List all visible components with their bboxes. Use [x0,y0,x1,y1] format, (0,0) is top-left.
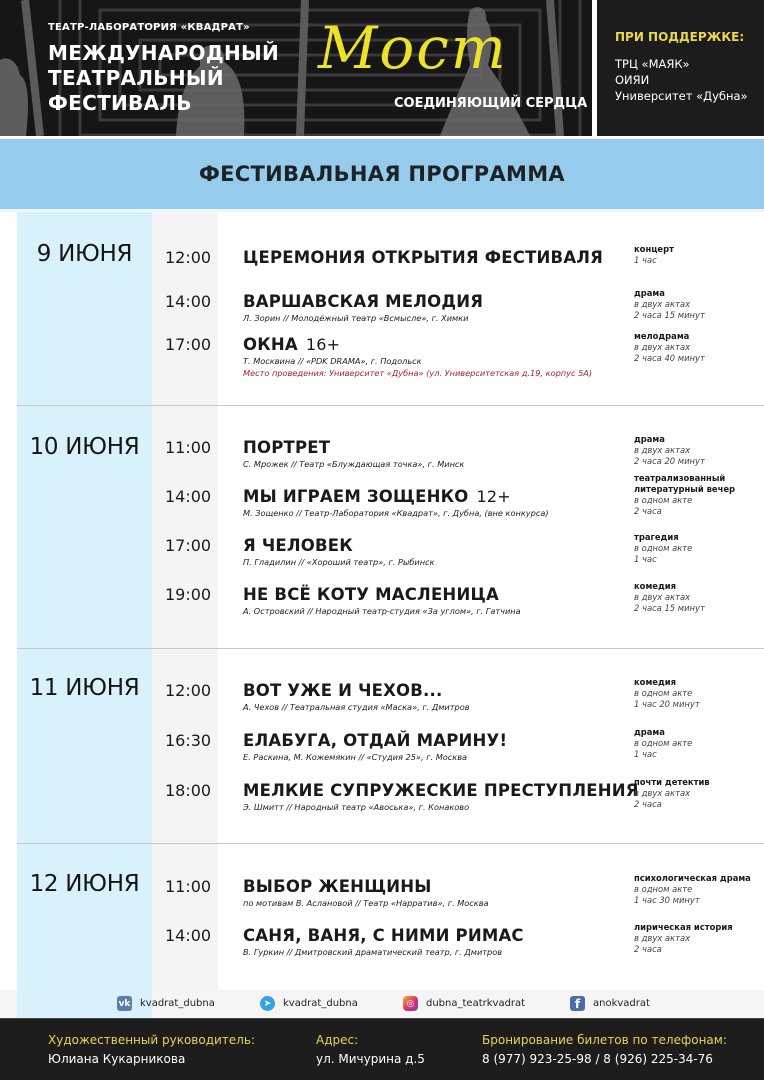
day-date: 12 ИЮНЯ [29,871,140,897]
sponsor-item: Университет «Дубна» [615,89,748,103]
event-title-text: ОКНА [243,335,298,354]
event-acts: в одном акте [634,543,693,553]
event-duration: 1 час [634,255,657,265]
event-meta [634,473,764,517]
event-duration: 2 часа [634,944,662,954]
festival-title-line: ТЕАТРАЛЬНЫЙ [48,66,224,90]
event-meta [634,777,764,810]
social-link-telegram[interactable] [260,996,358,1011]
event-time: 17:00 [165,536,212,555]
age-rating: 12+ [476,487,511,506]
day-date: 9 ИЮНЯ [36,241,133,267]
event-title-text: Я ЧЕЛОВЕК [243,536,353,555]
address-label: Адрес: [316,1033,359,1047]
event-title [243,731,507,750]
event-title-text: МЫ ИГРАЕМ ЗОЩЕНКО [243,487,469,506]
event-acts: в двух актах [634,592,691,602]
event-meta [634,727,764,760]
event-genre: почти детектив [634,777,710,787]
artistic-director-block [48,1033,255,1066]
event-credit: Т. Москвина // «PDK DRAMA», г. Подольск [243,356,422,366]
booking-block [482,1033,727,1066]
event-acts: в одном акте [634,688,693,698]
event-title-text: ЦЕРЕМОНИЯ ОТКРЫТИЯ ФЕСТИВАЛЯ [243,248,604,267]
festival-logo: Мост [318,14,508,82]
event-title [243,487,511,506]
event-time: 17:00 [165,335,212,354]
event-acts: в одном акте [634,495,693,505]
event-genre: комедия [634,581,676,591]
event-genre: концерт [634,244,674,254]
event-genre: драма [634,727,665,737]
address-value: ул. Мичурина д.5 [316,1052,425,1066]
event-genre: драма [634,434,665,444]
event-title [243,536,353,555]
event-time: 14:00 [165,487,212,506]
event-genre: трагедия [634,532,679,542]
event-title [243,292,483,311]
event-title-text: НЕ ВСЁ КОТУ МАСЛЕНИЦА [243,585,499,604]
event-genre: драма [634,288,665,298]
event-meta [634,434,764,467]
social-handle: kvadrat_dubna [283,998,358,1009]
sponsor-item: ОИЯИ [615,73,650,87]
header-artwork [0,0,592,136]
event-duration: 1 час [634,749,657,759]
day-divider [17,843,764,844]
social-link-vk[interactable] [117,996,215,1011]
social-links-bar [0,990,764,1018]
event-credit: Л. Зорин // Молодёжный театр «Всмысле», г. Химки [243,313,469,323]
festival-title-line: ФЕСТИВАЛЬ [48,91,192,115]
social-link-instagram[interactable] [403,996,525,1011]
social-handle: anokvadrat [593,998,650,1009]
event-credit: Э. Шмитт // Народный театр «Авоська», г. Конаково [243,802,470,812]
event-acts: в двух актах [634,788,691,798]
event-acts: в двух актах [634,342,691,352]
festival-tagline: СОЕДИНЯЮЩИЙ СЕРДЦА [394,96,588,111]
sponsor-item: ТРЦ «МАЯК» [615,57,690,71]
event-acts: в одном акте [634,884,693,894]
sponsors-title: ПРИ ПОДДЕРЖКЕ: [615,30,745,44]
event-venue: Место проведения: Университет «Дубна» (ул. Университетская д.19, корпус 5А) [243,368,593,378]
event-meta [634,581,764,614]
event-duration: 1 час 20 минут [634,699,700,709]
sponsors-panel [597,0,764,136]
event-time: 11:00 [165,877,212,896]
social-handle: dubna_teatrkvadrat [426,998,526,1009]
event-credit: по мотивам В. Аслановой // Театр «Нарратив», г. Москва [243,898,489,908]
day-divider [17,648,764,649]
event-time: 19:00 [165,585,212,604]
facebook-icon: f [570,996,585,1011]
event-duration: 2 часа 20 минут [634,456,705,466]
event-title-text: ВАРШАВСКАЯ МЕЛОДИЯ [243,292,484,311]
event-title [243,248,603,267]
event-duration: 2 часа 15 минут [634,310,705,320]
event-time: 14:00 [165,292,212,311]
social-handle: kvadrat_dubna [140,998,215,1009]
social-link-facebook[interactable] [570,996,650,1011]
event-title-text: ЕЛАБУГА, ОТДАЙ МАРИНУ! [243,731,508,750]
event-credit: А. Чехов // Театральная студия «Маска», г. Дмитров [243,702,470,712]
event-time: 12:00 [165,681,212,700]
event-time: 18:00 [165,781,212,800]
event-time: 12:00 [165,248,212,267]
event-genre: мелодрама [634,331,690,341]
event-credit: С. Мрожек // Театр «Блуждающая точка», г. Минск [243,459,465,469]
event-meta [634,922,764,955]
festival-title-line: МЕЖДУНАРОДНЫЙ [48,41,280,65]
event-credit: П. Гладилин // «Хороший театр», г. Рыбинск [243,557,435,567]
program-title: ФЕСТИВАЛЬНАЯ ПРОГРАММА [199,162,565,186]
event-time: 16:30 [165,731,212,750]
event-genre: психологическая драма [634,873,751,883]
event-title [243,681,442,700]
event-title [243,335,340,354]
program-banner [0,139,764,209]
event-meta [634,331,764,364]
event-meta [634,677,764,710]
day-divider [17,405,764,406]
day-date: 11 ИЮНЯ [29,675,140,701]
address-block [316,1033,425,1066]
booking-label: Бронирование билетов по телефонам: [482,1033,727,1047]
event-acts: в двух актах [634,933,691,943]
festival-header [0,0,764,138]
event-title-text: ВОТ УЖЕ И ЧЕХОВ... [243,681,443,700]
event-credit: Е. Раскина, М. Кожемякин // «Студия 25», г. Москва [243,752,468,762]
event-title-text: ВЫБОР ЖЕНЩИНЫ [243,877,432,896]
event-title [243,781,639,800]
booking-phones[interactable]: 8 (977) 923-25-98 / 8 (926) 225-34-76 [482,1052,713,1066]
event-genre: комедия [634,677,676,687]
event-duration: 2 часа [634,799,662,809]
schedule-table [0,212,764,990]
event-time: 14:00 [165,926,212,945]
director-name: Юлиана Кукарникова [48,1052,186,1066]
event-title-text: ПОРТРЕТ [243,438,331,457]
event-title-text: САНЯ, ВАНЯ, С НИМИ РИМАС [243,926,524,945]
event-duration: 1 час [634,554,657,564]
event-time: 11:00 [165,438,212,457]
event-credit: А. Островский // Народный театр-студия «За углом», г. Гатчина [243,606,521,616]
age-rating: 16+ [305,335,341,354]
event-meta [634,532,764,565]
day-date: 10 ИЮНЯ [29,434,140,460]
event-acts: в одном акте [634,738,693,748]
instagram-icon: ◎ [403,996,418,1011]
event-title [243,585,499,604]
telegram-icon: ➤ [260,996,275,1011]
event-credit: М. Зощенко // Театр-Лаборатория «Квадрат», г. Дубна, (вне конкурса) [243,508,549,518]
event-duration: 2 часа [634,506,662,516]
event-credit: В. Гуркин // Дмитровский драматический театр, г. Дмитров [243,947,503,957]
event-meta [634,288,764,321]
organizer-label: ТЕАТР-ЛАБОРАТОРИЯ «КВАДРАТ» [48,22,250,33]
event-acts: в двух актах [634,299,691,309]
event-genre: театрализованный литературный вечер [634,473,736,494]
event-meta [634,244,764,266]
event-acts: в двух актах [634,445,691,455]
event-title-text: МЕЛКИЕ СУПРУЖЕСКИЕ ПРЕСТУПЛЕНИЯ [243,781,639,800]
event-duration: 1 час 30 минут [634,895,700,905]
event-title [243,926,524,945]
event-title [243,877,432,896]
event-genre: лирическая история [634,922,733,932]
festival-title [48,41,279,116]
event-meta [634,873,764,906]
event-duration: 2 часа 15 минут [634,603,705,613]
director-label: Художественный руководитель: [48,1033,255,1047]
event-title [243,438,330,457]
contact-footer [0,1018,764,1080]
event-duration: 2 часа 40 минут [634,353,705,363]
vk-icon: vk [117,996,132,1011]
